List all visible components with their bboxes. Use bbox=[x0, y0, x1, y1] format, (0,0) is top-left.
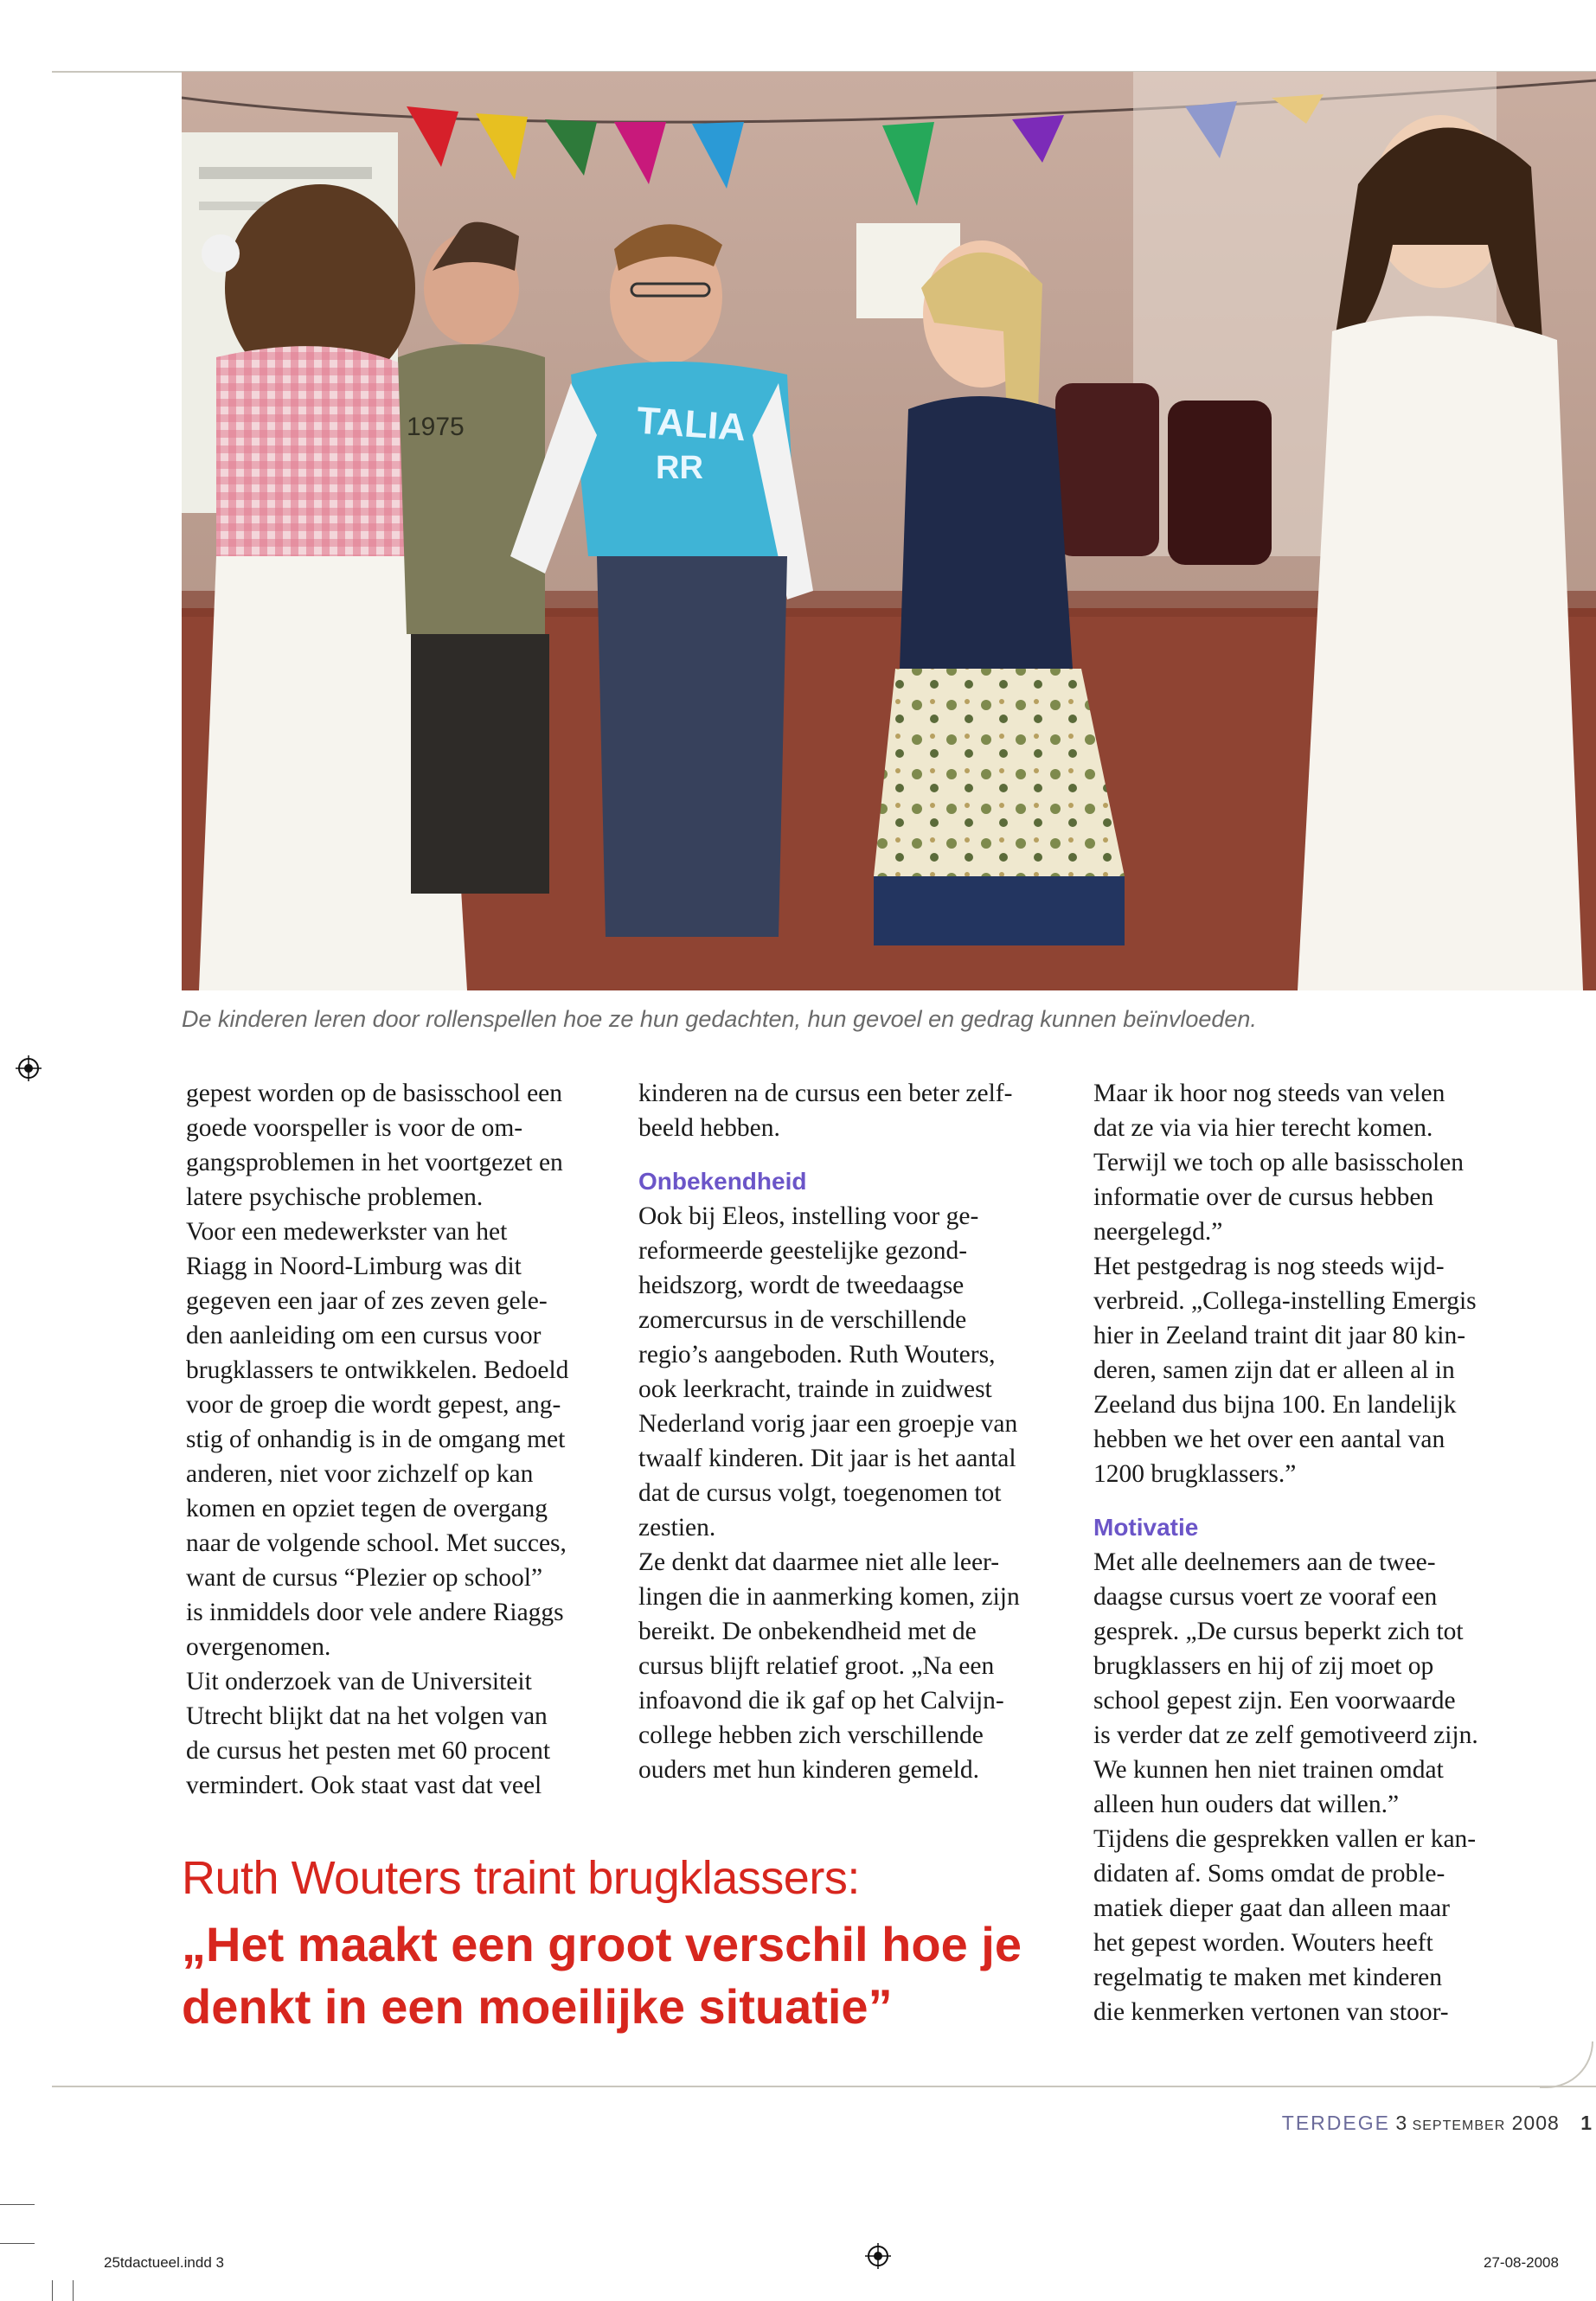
body-line: daagse cursus voert ze vooraf een bbox=[1093, 1583, 1438, 1611]
body-line: cursus blijft relatief groot. „Na een bbox=[638, 1652, 995, 1680]
body-line: regelmatig te maken met kinderen bbox=[1093, 1964, 1443, 1991]
body-line: school gepest zijn. Een voorwaarde bbox=[1093, 1687, 1456, 1715]
body-line: alleen hun ouders dat willen.” bbox=[1093, 1791, 1400, 1818]
subheading-motivatie: Motivatie bbox=[1093, 1514, 1199, 1541]
body-line: Voor een medewerkster van het bbox=[186, 1218, 508, 1246]
body-line: ook leerkracht, trainde in zuidwest bbox=[638, 1375, 992, 1403]
body-line: vermindert. Ook staat vast dat veel bbox=[186, 1772, 542, 1799]
page-folio bbox=[1211, 2112, 1592, 2135]
body-line: het gepest worden. Wouters heeft bbox=[1093, 1929, 1433, 1957]
body-line: is verder dat ze zelf gemotiveerd zijn. bbox=[1093, 1721, 1478, 1749]
body-line: college hebben zich verschillende bbox=[638, 1721, 984, 1749]
body-line: matiek dieper gaat dan alleen maar bbox=[1093, 1894, 1450, 1922]
body-line: Terwijl we toch op alle basisscholen bbox=[1093, 1149, 1465, 1176]
body-line: voor de groep die wordt gepest, ang- bbox=[186, 1391, 561, 1419]
body-line: Uit onderzoek van de Universiteit bbox=[186, 1668, 532, 1695]
body-line: komen en opziet tegen de overgang bbox=[186, 1495, 548, 1522]
body-line: zestien. bbox=[638, 1514, 716, 1541]
body-line: dat ze via via hier terecht komen. bbox=[1093, 1114, 1433, 1142]
body-line: Tijdens die gesprekken vallen er kan- bbox=[1093, 1825, 1477, 1853]
subheading-onbekendheid: Onbekendheid bbox=[638, 1168, 807, 1195]
body-line: Nederland vorig jaar een groepje van bbox=[638, 1410, 1018, 1438]
body-line: Utrecht blijkt dat na het volgen van bbox=[186, 1702, 548, 1730]
registration-mark-icon bbox=[865, 2243, 891, 2269]
body-line: infoavond die ik gaf op het Calvijn- bbox=[638, 1687, 1004, 1715]
body-line: brugklassers te ontwikkelen. Bedoeld bbox=[186, 1356, 569, 1384]
article-column-2 bbox=[638, 1076, 1088, 1787]
body-line: gesprek. „De cursus beperkt zich tot bbox=[1093, 1618, 1464, 1645]
body-line: latere psychische problemen. bbox=[186, 1183, 484, 1211]
body-line: Zeeland dus bijna 100. En landelijk bbox=[1093, 1391, 1457, 1419]
article-column-1 bbox=[186, 1076, 636, 1803]
page-number: 1 bbox=[1580, 2112, 1592, 2134]
photo-caption: De kinderen leren door rollenspellen hoe ze hun gedachten, hun gevoel en gedrag kunnen beïnvloeden. bbox=[182, 1006, 1257, 1032]
shirt-print-talia: TALIA bbox=[635, 399, 747, 450]
body-line: informatie over de cursus hebben bbox=[1093, 1183, 1434, 1211]
article-photo bbox=[182, 72, 1596, 990]
article-column-3 bbox=[1093, 1076, 1543, 2029]
crop-mark bbox=[0, 2204, 35, 2205]
body-line: reformeerde geestelijke gezond- bbox=[638, 1237, 968, 1265]
bottom-trim-curve bbox=[1540, 2041, 1593, 2088]
paragraph-gap bbox=[1093, 1491, 1543, 1510]
body-line: want de cursus “Plezier op school” bbox=[186, 1564, 543, 1592]
body-line: overgenomen. bbox=[186, 1633, 331, 1661]
body-line: ouders met hun kinderen gemeld. bbox=[638, 1756, 980, 1784]
body-line: gangsproblemen in het voortgezet en bbox=[186, 1149, 563, 1176]
body-line: naar de volgende school. Met succes, bbox=[186, 1529, 567, 1557]
body-line: zomercursus in de verschillende bbox=[638, 1306, 967, 1334]
body-line: lingen die in aanmerking komen, zijn bbox=[638, 1583, 1020, 1611]
body-line: gepest worden op de basisschool een bbox=[186, 1080, 563, 1107]
body-line: didaten af. Soms omdat de proble- bbox=[1093, 1860, 1445, 1888]
body-line: dat de cursus volgt, toegenomen tot bbox=[638, 1479, 1002, 1507]
headline-line-1: „Het maakt een groot verschil hoe je bbox=[182, 1917, 1022, 1971]
body-line: den aanleiding om een cursus voor bbox=[186, 1322, 542, 1349]
body-line: kinderen na de cursus een beter zelf- bbox=[638, 1080, 1013, 1107]
body-line: anderen, niet voor zichzelf op kan bbox=[186, 1460, 534, 1488]
body-line: verbreid. „Collega-instelling Emergis bbox=[1093, 1287, 1477, 1315]
body-line: Maar ik hoor nog steeds van velen bbox=[1093, 1080, 1445, 1107]
body-line: hier in Zeeland traint dit jaar 80 kin- bbox=[1093, 1322, 1466, 1349]
body-line: hebben we het over een aantal van bbox=[1093, 1426, 1445, 1453]
body-line: gegeven een jaar of zes zeven gele- bbox=[186, 1287, 548, 1315]
body-line: brugklassers en hij of zij moet op bbox=[1093, 1652, 1434, 1680]
paragraph-gap bbox=[638, 1145, 1088, 1164]
body-line: is inmiddels door vele andere Riaggs bbox=[186, 1599, 564, 1626]
body-line: 1200 brugklassers.” bbox=[1093, 1460, 1297, 1488]
body-line: de cursus het pesten met 60 procent bbox=[186, 1737, 551, 1765]
crop-mark bbox=[0, 2243, 35, 2244]
body-line: Ze denkt dat daarmee niet alle leer- bbox=[638, 1548, 1000, 1576]
body-line: Het pestgedrag is nog steeds wijd- bbox=[1093, 1253, 1445, 1280]
slug-date: 27-08-2008 bbox=[1484, 2254, 1559, 2271]
body-line: Met alle deelnemers aan de twee- bbox=[1093, 1548, 1436, 1576]
slug-filename: 25tdactueel.indd 3 bbox=[104, 2254, 224, 2271]
body-line: beeld hebben. bbox=[638, 1114, 780, 1142]
body-line: neergelegd.” bbox=[1093, 1218, 1223, 1246]
shirt-print-1975: 1975 bbox=[407, 413, 465, 441]
crop-mark bbox=[73, 2280, 74, 2301]
shirt-print-rr: RR bbox=[656, 450, 703, 486]
body-line: die kenmerken vertonen van stoor- bbox=[1093, 1998, 1449, 2026]
magazine-name: TERDEGE bbox=[1281, 2112, 1390, 2134]
folio-month-year: september 2008 bbox=[1412, 2112, 1560, 2134]
body-line: deren, samen zijn dat er alleen al in bbox=[1093, 1356, 1455, 1384]
body-line: goede voorspeller is voor de om- bbox=[186, 1114, 523, 1142]
crop-mark bbox=[52, 2280, 53, 2301]
headline-line-2: denkt in een moeilijke situatie” bbox=[182, 1979, 893, 2034]
body-line: regio’s aangeboden. Ruth Wouters, bbox=[638, 1341, 996, 1368]
registration-mark-icon bbox=[16, 1055, 42, 1081]
body-line: twaalf kinderen. Dit jaar is het aantal bbox=[638, 1445, 1016, 1472]
body-line: bereikt. De onbekendheid met de bbox=[638, 1618, 977, 1645]
body-line: We kunnen hen niet trainen omdat bbox=[1093, 1756, 1444, 1784]
body-line: heidszorg, wordt de tweedaagse bbox=[638, 1272, 965, 1299]
folio-day: 3 bbox=[1395, 2112, 1407, 2134]
headline-quote bbox=[182, 1913, 1081, 2038]
photo-illustration bbox=[182, 72, 1596, 990]
headline-kicker: Ruth Wouters traint brugklassers: bbox=[182, 1852, 860, 1904]
body-line: Ook bij Eleos, instelling voor ge- bbox=[638, 1202, 979, 1230]
bottom-trim-line bbox=[52, 2086, 1596, 2087]
body-line: stig of onhandig is in de omgang met bbox=[186, 1426, 566, 1453]
body-line: Riagg in Noord-Limburg was dit bbox=[186, 1253, 522, 1280]
